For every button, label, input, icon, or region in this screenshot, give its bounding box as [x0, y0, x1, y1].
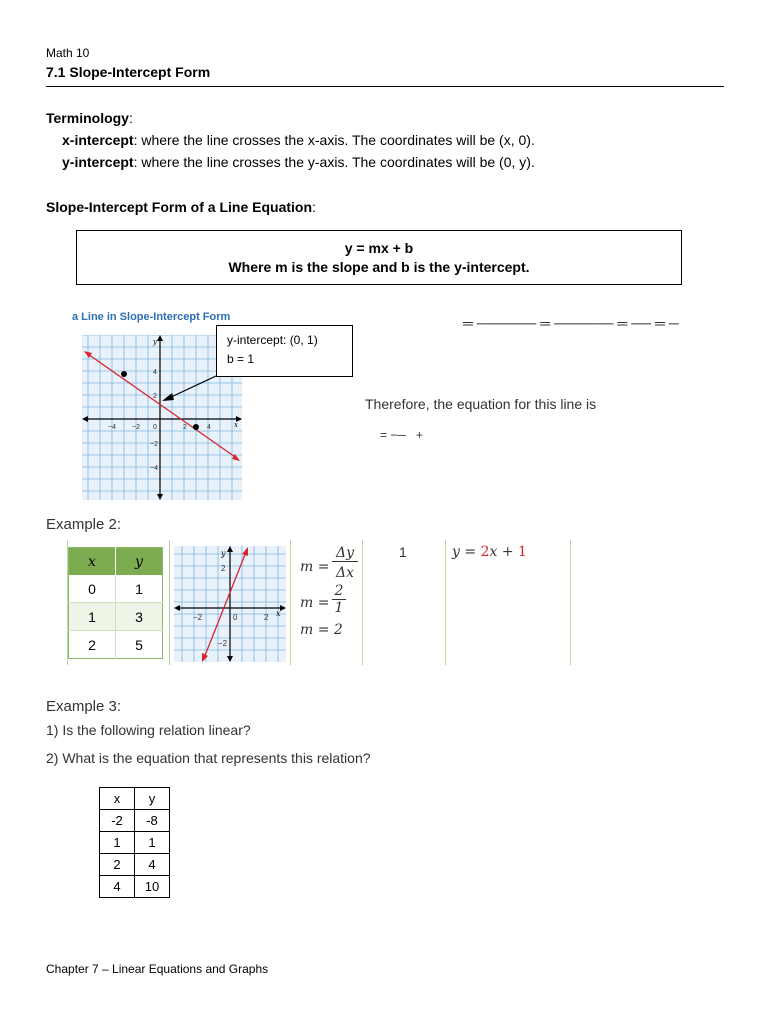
figure-title: a Line in Slope-Intercept Form — [72, 311, 231, 323]
example3-heading: Example 3: — [46, 698, 122, 715]
table-row: 1 3 — [69, 603, 163, 631]
example2-equation: y = 2x + 1 — [452, 544, 527, 560]
x-tick-label: −2 — [132, 424, 140, 431]
column-divider — [445, 540, 446, 665]
formula-explanation: Where m is the slope and b is the y-intercept. — [228, 259, 530, 275]
x-tick-label: 2 — [264, 613, 269, 622]
y-axis-label: y — [221, 549, 226, 558]
x-intercept-definition: x-intercept: where the line crosses the x-axis. The coordinates will be (x, 0). — [62, 132, 535, 148]
y-tick-label: 4 — [153, 369, 157, 376]
course-name: Math 10 — [46, 46, 90, 60]
table-row: 0 1 — [69, 575, 163, 603]
column-divider — [362, 540, 363, 665]
table-header-row — [69, 548, 163, 576]
slope-blanks: ═ ────── ═ ────── ═ ── ═ ─ — [463, 315, 679, 331]
y-intercept-definition: y-intercept: where the line crosses the y-axis. The coordinates will be (0, y). — [62, 154, 535, 170]
y-tick-label: −4 — [150, 465, 158, 472]
form-heading: Slope-Intercept Form of a Line Equation: — [46, 199, 316, 215]
terminology-heading: Terminology: — [46, 110, 133, 126]
example2-graph — [174, 546, 286, 662]
y-tick-label: −2 — [218, 639, 228, 648]
example2-heading: Example 2: — [46, 516, 122, 533]
equation-blank: = −─ + — [380, 428, 423, 442]
column-divider — [169, 540, 170, 665]
slope-result: m = 2 — [300, 622, 343, 638]
table-row: 2 4 — [100, 854, 170, 876]
question-2: 2) What is the equation that represents this relation? — [46, 750, 371, 766]
point-marker — [121, 371, 127, 377]
y-tick-label: 2 — [221, 564, 226, 573]
x-tick-label: 0 — [153, 424, 157, 431]
page-title: 7.1 Slope-Intercept Form — [46, 64, 211, 80]
y-tick-label: −2 — [150, 441, 158, 448]
relation-table — [99, 787, 170, 898]
x-axis-label: x — [234, 421, 238, 429]
x-tick-label: 4 — [207, 424, 211, 431]
table-header: x — [69, 548, 116, 576]
formula-equation: y = mx + b — [344, 240, 414, 256]
question-1: 1) Is the following relation linear? — [46, 722, 251, 738]
y-intercept-value: 1 — [399, 544, 407, 560]
x-tick-label: −2 — [193, 613, 203, 622]
table-row: 2 5 — [69, 631, 163, 659]
table-header-row: x y — [100, 788, 170, 810]
example2-table — [68, 547, 163, 659]
column-divider — [290, 540, 291, 665]
y-tick-label: 2 — [153, 393, 157, 400]
table-row: 1 1 — [100, 832, 170, 854]
formula-box — [76, 230, 682, 285]
x-tick-label: 0 — [233, 613, 238, 622]
y-axis-label: y — [153, 338, 157, 346]
x-tick-label: −4 — [108, 424, 116, 431]
y-intercept-callout: y-intercept: (0, 1) b = 1 — [216, 325, 353, 377]
column-divider — [570, 540, 571, 665]
x-axis-label: x — [276, 609, 281, 618]
table-header: y — [135, 553, 143, 570]
table-row: -2 -8 — [100, 810, 170, 832]
footer-text: Chapter 7 – Linear Equations and Graphs — [46, 962, 269, 976]
x-tick-label: 2 — [183, 424, 187, 431]
title-divider — [46, 86, 724, 87]
therefore-text: Therefore, the equation for this line is — [365, 396, 597, 412]
table-row: 4 10 — [100, 876, 170, 898]
point-marker — [193, 424, 199, 430]
